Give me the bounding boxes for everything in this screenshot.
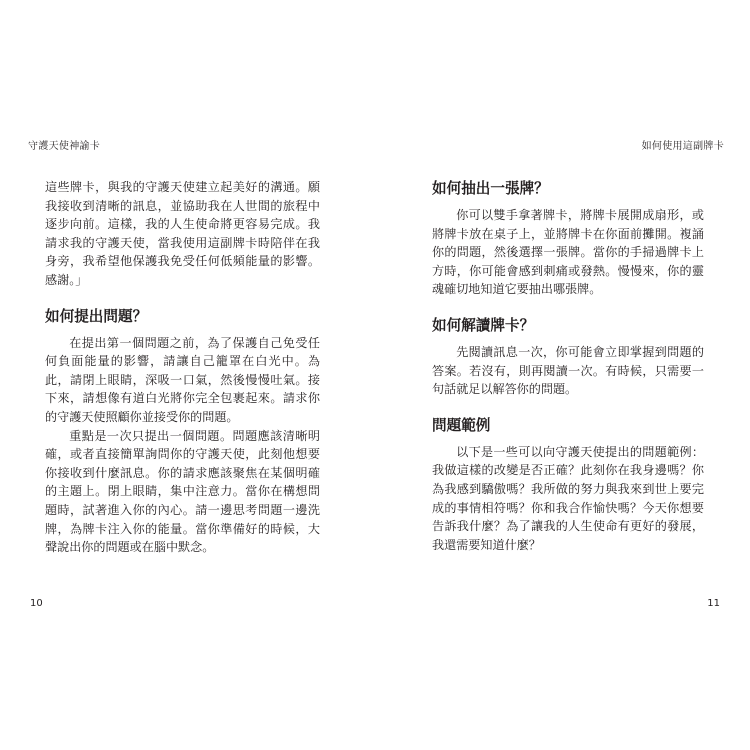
examples-paragraph: 以下是一些可以向守護天使提出的問題範例：我做這樣的改變是否正確？此刻你在我身邊嗎？你為我感到驕傲嗎？我所做的努力與我來到世上要完成的事情相符嗎？你和我合作愉快嗎？今天你想要告訴我什麼？為了讓我的人生使命有更好的發展，我還需要知道什麼？ [432, 444, 704, 552]
right-page [375, 0, 750, 750]
heading-how-to-ask: 如何提出問題？ [45, 307, 148, 325]
interpret-paragraph: 先閱讀訊息一次，你可能會立即掌握到問題的答案。若沒有，則再閱讀一次。有時候，只需要一句話就足以解答你的問題。 [432, 344, 704, 397]
ask-paragraph-2: 重點是一次只提出一個問題。問題應該清晰明確，或者直接簡單詢問你的守護天使，此刻他想要你接收到什麼訊息。你的請求應該聚焦在某個明確的主題上。閉上眼睛，集中注意力。當你在構想問題時，試著進入你的內心。請一邊思考問題一邊洗牌，為牌卡注入你的能量。當你準備好的時候，大聲說出你的問題或在腦中默念。 [45, 428, 320, 555]
heading-how-to-draw: 如何抽出一張牌？ [432, 180, 549, 197]
running-head-chapter-title: 如何使用這副牌卡 [641, 141, 724, 152]
right-page-body [432, 178, 704, 554]
ask-paragraph-1: 在提出第一個問題之前，為了保護自己免受任何負面能量的影響，請讓自己籠罩在白光中。為此，請閉上眼睛，深吸一口氣，然後慢慢吐氣。接下來，請想像有道白光將你完全包裹起來。請求你的守護天使照顧你並接受你的問題。 [45, 335, 320, 424]
page-number-right: 11 [707, 598, 720, 609]
running-head-book-title: 守護天使神諭卡 [28, 141, 101, 152]
heading-how-to-interpret: 如何解讀牌卡？ [432, 316, 535, 334]
continued-paragraph: 這些牌卡，與我的守護天使建立起美好的溝通。願我接收到清晰的訊息，並協助我在人世間的旅程中逐步向前。這樣，我的人生使命將更容易完成。我請求我的守護天使，當我使用這副牌卡時陪伴在我身旁，我希望他保護我免受任何低頻能量的影響。感謝。」 [45, 180, 320, 287]
heading-question-examples: 問題範例 [432, 416, 491, 434]
draw-paragraph: 你可以雙手拿著牌卡，將牌卡展開成扇形，或將牌卡放在桌子上，並將牌卡在你面前攤開。複誦你的問題，然後選擇一張牌。當你的手掃過牌卡上方時，你可能會感到刺痛或發熱。慢慢來，你的靈魂確切地知道它要抽出哪張牌。 [432, 208, 704, 297]
page-number-left: 10 [30, 598, 43, 609]
left-page-body [45, 178, 320, 557]
